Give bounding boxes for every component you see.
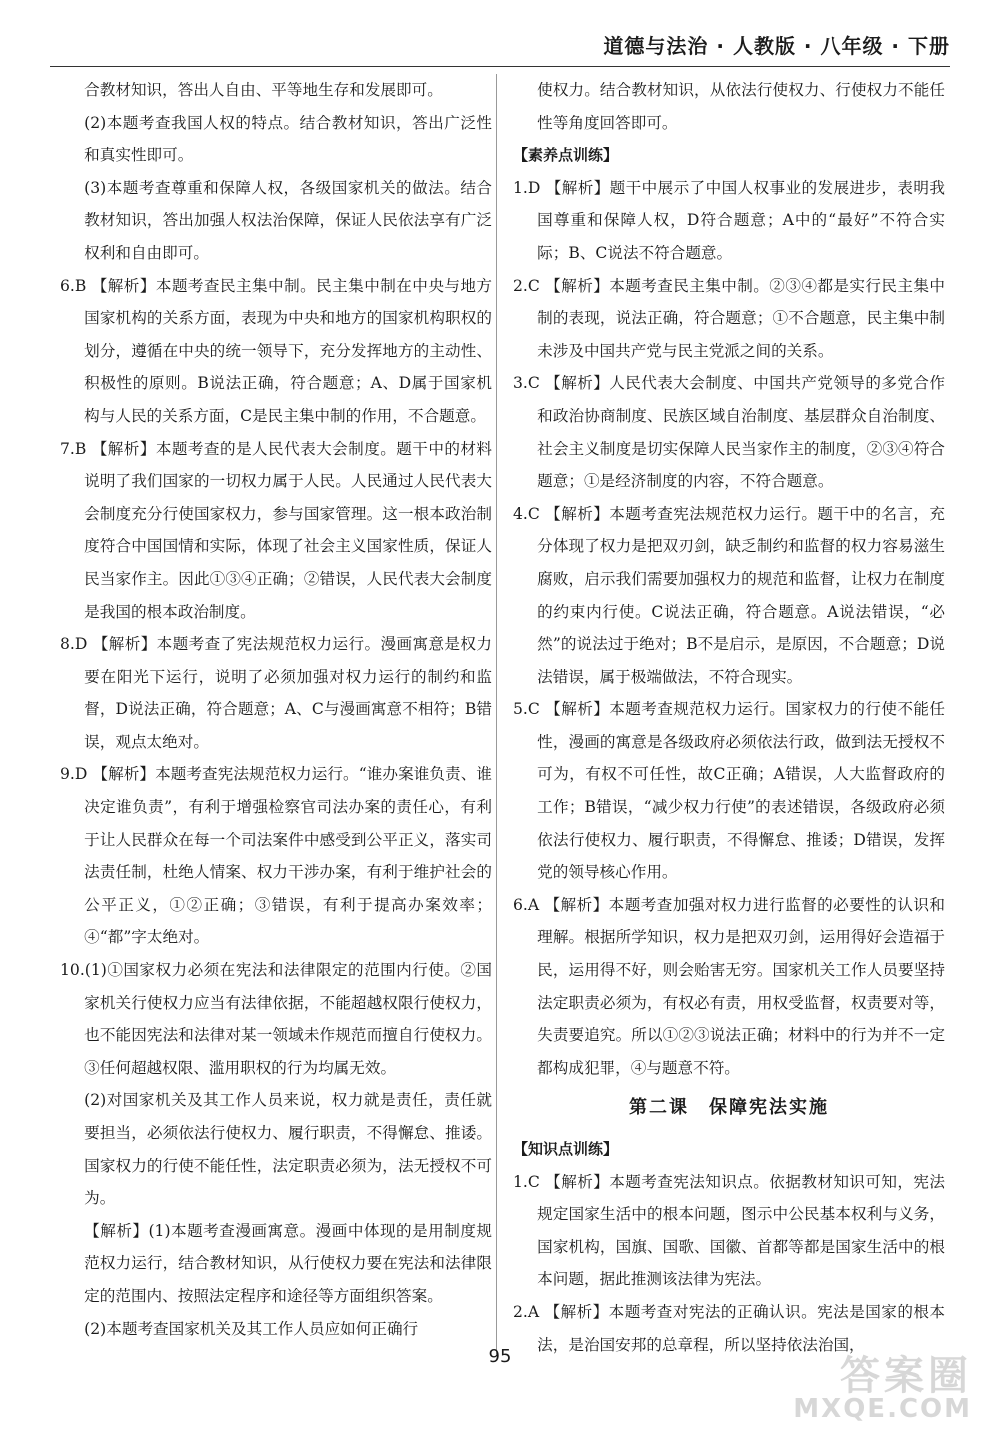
section-tag: 【知识点训练】	[513, 1140, 619, 1158]
section-tag: 【素养点训练】	[513, 146, 619, 165]
column-divider	[496, 74, 497, 1354]
answer-item-2: 2.C 【解析】本题考查民主集中制。②③④都是实行民主集中制的表现，说法正确，符合题意；①不合题意，民主集中制未涉及中国共产党与民主党派之间的关系。	[513, 276, 945, 360]
analysis-paragraph: 【解析】(1)本题考查漫画寓意。漫画中体现的是用制度规范权力运行，结合教材知识，从行使权力要在宪法和法律限定的范围内、按照法定程序和途径等方面组织答案。	[84, 1221, 492, 1305]
answer-paragraph: (2)对国家机关及其工作人员来说，权力就是责任，责任就要担当，必须依法行使权力、履行职责，不得懈怠、推诿。国家权力的行使不能任性，法定职责必须为，法无授权不可为。	[84, 1091, 492, 1208]
running-header: 道德与法治 · 人教版 · 八年级 · 下册	[603, 34, 950, 58]
lesson-title: 第二课 保障宪法实施	[629, 1097, 829, 1119]
answer-item-1: 1.D 【解析】题干中展示了中国人权事业的发展进步，表明我国尊重和保障人权，D符合题意；A中的“最好”不符合实际；B、C说法不符合题意。	[513, 178, 945, 262]
analysis-paragraph: (2)本题考查国家机关及其工作人员应如何正确行	[84, 1319, 419, 1338]
answer-item-6: 6.A 【解析】本题考查加强对权力进行监督的必要性的认识和理解。根据所学知识，权力是把双刃剑，运用得好会造福于民，运用得不好，则会贻害无穷。国家机关工作人员要坚持法定职责必须为，有权必有责，用权受监督，权责要对等，失责要追究。所以①②③说法正确；材料中的行为并不一定都构成犯罪，④与题意不符。	[513, 895, 945, 1077]
answer-continuation: 合教材知识，答出人自由、平等地生存和发展即可。	[84, 81, 443, 99]
answer-item-7: 7.B 【解析】本题考查的是人民代表大会制度。题干中的材料说明了我们国家的一切权力属于人民。人民通过人民代表大会制度充分行使国家权力，参与国家管理。这一根本政治制度符合中国国情和实际，体现了社会主义国家性质，保证人民当家作主。因此①③④正确；②错误，人民代表大会制度是我国的根本政治制度。	[60, 439, 492, 621]
answer-continuation: 使权力。结合教材知识，从依法行使权力、行使权力不能任性等角度回答即可。	[537, 81, 945, 132]
page-number: 95	[488, 1346, 512, 1367]
answer-item-3: 3.C 【解析】人民代表大会制度、中国共产党领导的多党合作和政治协商制度、民族区域自治制度、基层群众自治制度、社会主义制度是切实保障人民当家作主的制度，②③④符合题意；①是经济制度的内容，不符合题意。	[513, 374, 945, 491]
answer-item-1: 1.C 【解析】本题考查宪法知识点。依据教材知识可知，宪法规定国家生活中的根本问题，图示中公民基本权利与义务，国家机构，国旗、国歌、国徽、首都等都是国家生活中的根本问题，据此推测该法律为宪法。	[513, 1172, 945, 1289]
watermark-url: MXQE.COM	[793, 1394, 972, 1424]
answer-paragraph: (2)本题考查我国人权的特点。结合教材知识，答出广泛性和真实性即可。	[84, 113, 492, 165]
header-rule	[50, 66, 950, 67]
answer-item-2: 2.A 【解析】本题考查对宪法的正确认识。宪法是国家的根本法，是治国安邦的总章程，所以坚持依法治国，	[513, 1302, 945, 1354]
answer-paragraph: (3)本题考查尊重和保障人权，各级国家机关的做法。结合教材知识，答出加强人权法治保障，保证人民依法享有广泛权利和自由即可。	[84, 178, 492, 262]
answer-item-5: 5.C 【解析】本题考查规范权力运行。国家权力的行使不能任性，漫画的寓意是各级政府必须依法行政，做到法无授权不可为，有权不可任性，故C正确；A错误，人大监督政府的工作；B错误，“减少权力行使”的表述错误，各级政府必须依法行使权力、履行职责，不得懈怠、推诿；D错误，发挥党的领导核心作用。	[513, 700, 945, 882]
answer-item-4: 4.C 【解析】本题考查宪法规范权力运行。题干中的名言，充分体现了权力是把双刃剑，缺乏制约和监督的权力容易滋生腐败，启示我们需要加强权力的规范和监督，让权力在制度的约束内行使。C说法正确，符合题意。A说法错误，“必然”的说法过于绝对；B不是启示，是原因，不合题意；D说法错误，属于极端做法，不符合现实。	[513, 504, 945, 686]
answer-item-10: 10.(1)①国家权力必须在宪法和法律限定的范围内行使。②国家机关行使权力应当有法律依据，不能超越权限行使权力，也不能因宪法和法律对某一领域未作规范而擅自行使权力。③任何超越权限、滥用职权的行为均属无效。	[60, 961, 492, 1077]
answer-item-6: 6.B 【解析】本题考查民主集中制。民主集中制在中央与地方国家机构的关系方面，表现为中央和地方的国家机构职权的划分，遵循在中央的统一领导下，充分发挥地方的主动性、积极性的原则。B说法正确，符合题意；A、D属于国家机构与人民的关系方面，C是民主集中制的作用，不合题意。	[60, 276, 492, 425]
answer-item-9: 9.D 【解析】本题考查宪法规范权力运行。“谁办案谁负责、谁决定谁负责”，有利于增强检察官司法办案的责任心，有利于让人民群众在每一个司法案件中感受到公平正义，落实司法责任制，杜绝人情案、权力干涉办案，有利于维护社会的公平正义，①②正确；③错误，有利于提高办案效率；④“都”字太绝对。	[60, 765, 492, 947]
watermark-text: 答案圈	[840, 1353, 972, 1399]
left-column	[60, 74, 492, 1345]
answer-item-8: 8.D 【解析】本题考查了宪法规范权力运行。漫画寓意是权力要在阳光下运行，说明了必须加强对权力运行的制约和监督，D说法正确，符合题意；A、C与漫画寓意不相符；B错误，观点太绝对。	[60, 635, 492, 751]
right-column	[513, 74, 945, 1361]
watermark-logo	[760, 1344, 980, 1424]
